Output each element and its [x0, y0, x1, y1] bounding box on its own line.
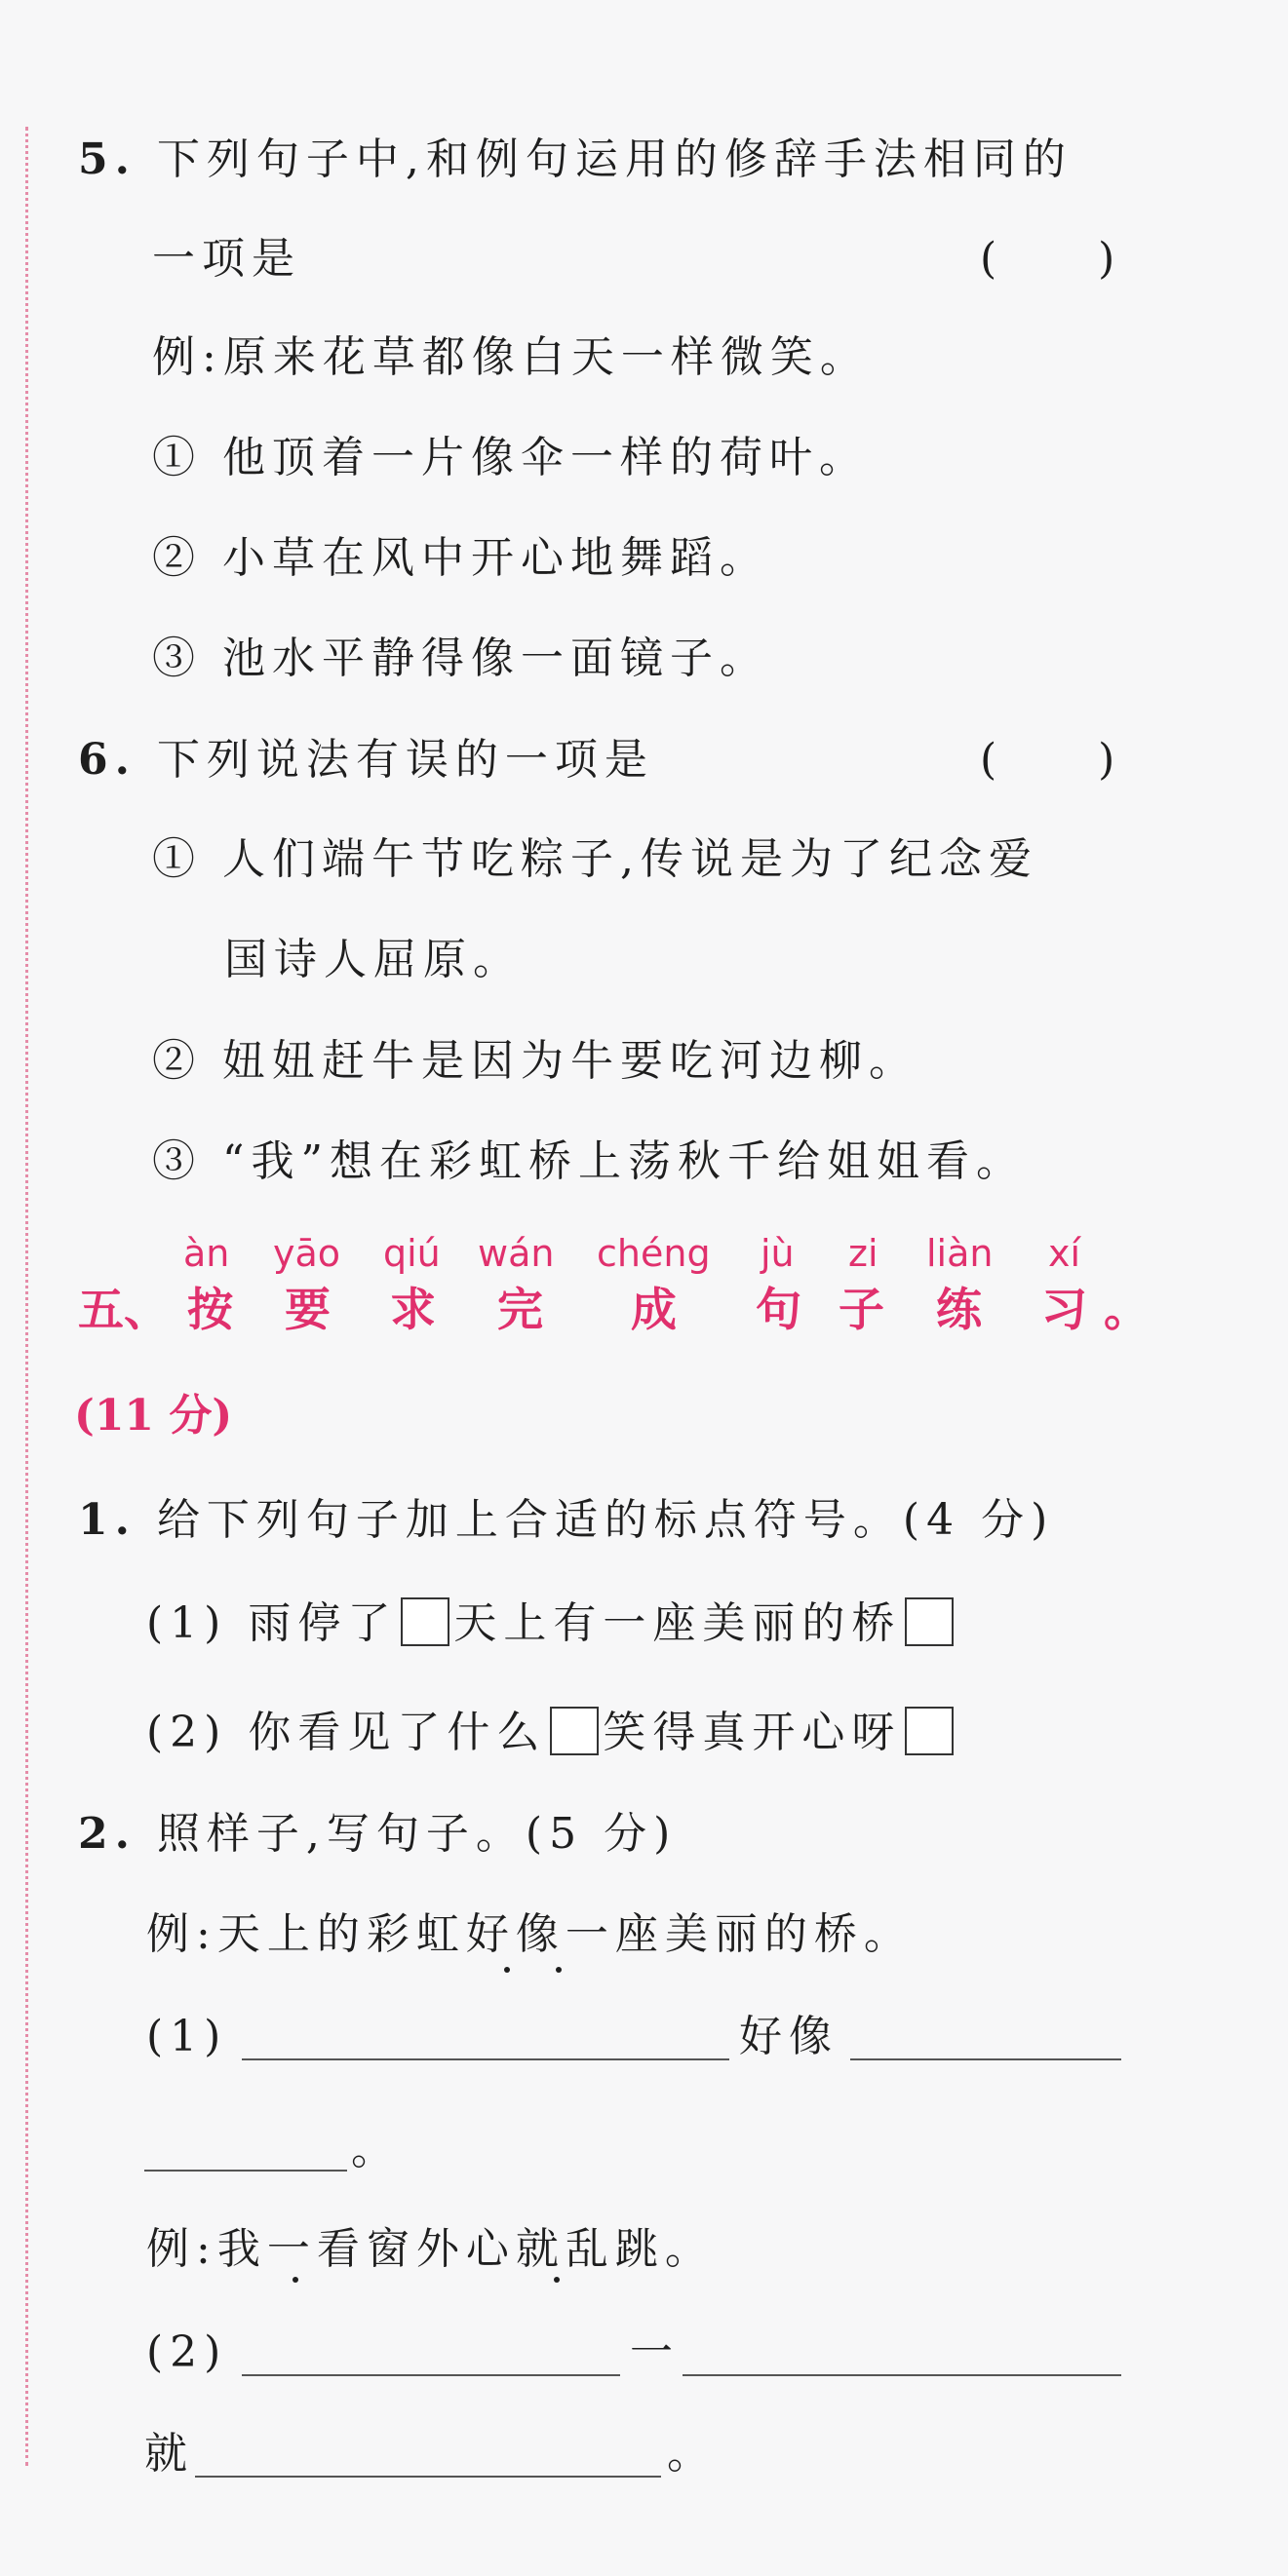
s5q1-number: 1.: [78, 1495, 137, 1545]
punctuation-box[interactable]: [550, 1707, 599, 1755]
s5q1-stem-text: 给下列句子加上合适的标点符号。(4 分): [156, 1495, 1055, 1545]
emphasis-dot: [293, 2277, 298, 2283]
section5-end-mark: 。: [1104, 1284, 1150, 1337]
answer-blank[interactable]: [242, 2058, 729, 2060]
pinyin-zi: zi: [848, 1232, 878, 1275]
hanzi-an: 按: [187, 1284, 233, 1337]
q5-paren-open: (: [980, 234, 997, 284]
pinyin-wan: wán: [478, 1232, 555, 1275]
s5q2-item1-end: 。: [351, 2125, 401, 2174]
s5q2-stem-line: [78, 1805, 677, 1864]
answer-blank[interactable]: [242, 2374, 620, 2376]
q6-stem-line: [78, 731, 654, 789]
punctuation-box[interactable]: [401, 1597, 449, 1646]
hanzi-qiu: 求: [390, 1284, 436, 1337]
s5q1-stem-line: [78, 1491, 1054, 1550]
q6-paren-open: (: [980, 735, 997, 785]
s5q1-item2-text2: 笑得真开心呀: [603, 1708, 902, 1757]
q6-option-1-line2: 国诗人屈原。: [224, 935, 523, 984]
q5-option-3: ③ 池水平静得像一面镜子。: [152, 634, 769, 683]
q6-option-1-line1: ① 人们端午节吃粽子,传说是为了纪念爱: [152, 834, 1038, 884]
pinyin-qiu: qiú: [383, 1232, 441, 1275]
punctuation-box[interactable]: [905, 1597, 954, 1646]
answer-blank[interactable]: [144, 2170, 347, 2172]
margin-dotted-line: [25, 127, 28, 2466]
q5-stem-line2: 一项是: [152, 234, 301, 284]
answer-blank[interactable]: [683, 2374, 1121, 2376]
s5q1-item1-text2: 天上有一座美丽的桥: [453, 1598, 902, 1648]
s5q1-item2: [146, 1704, 957, 1762]
q6-number: 6.: [78, 735, 137, 785]
pinyin-lian: liàn: [926, 1232, 994, 1275]
emphasis-dot: [504, 1967, 510, 1973]
punctuation-box[interactable]: [905, 1707, 954, 1755]
q5-stem-line1: [78, 131, 1073, 189]
s5q2-example2: 例:我一看窗外心就乱跳。: [146, 2224, 715, 2274]
emphasis-dot: [556, 1967, 562, 1973]
section5-score: (11 分): [74, 1391, 233, 1441]
hanzi-zi: 子: [839, 1284, 884, 1337]
q6-option-3: ③ “我”想在彩虹桥上荡秋千给姐姐看。: [152, 1136, 1026, 1186]
q5-answer-paren[interactable]: [980, 230, 1114, 288]
s5q2-item1-word: 好像: [739, 2012, 839, 2061]
hanzi-xi: 习: [1041, 1284, 1087, 1337]
s5q2-item2-cont: 就: [144, 2429, 194, 2479]
hanzi-yao: 要: [285, 1284, 331, 1337]
s5q1-item1: [146, 1595, 957, 1653]
q5-option-2: ② 小草在风中开心地舞蹈。: [152, 533, 769, 583]
pinyin-yao: yāo: [273, 1232, 341, 1275]
s5q2-item2-end: 。: [667, 2429, 717, 2479]
s5q2-example1: 例:天上的彩虹好像一座美丽的桥。: [146, 1909, 914, 1959]
hanzi-cheng: 成: [631, 1284, 677, 1337]
q5-example: 例:原来花草都像白天一样微笑。: [152, 332, 870, 382]
q5-paren-close: ): [1098, 234, 1115, 284]
q6-stem-text: 下列说法有误的一项是: [156, 735, 654, 785]
s5q1-item1-text1: 雨停了: [248, 1598, 398, 1648]
s5q1-item1-label: (1): [146, 1598, 228, 1648]
pinyin-xi: xí: [1048, 1232, 1081, 1275]
hanzi-wan: 完: [497, 1284, 543, 1337]
hanzi-lian: 练: [936, 1284, 982, 1337]
s5q2-item2-word: 一: [630, 2327, 680, 2377]
answer-blank[interactable]: [195, 2476, 661, 2478]
q6-option-2: ② 妞妞赶牛是因为牛要吃河边柳。: [152, 1036, 918, 1086]
q5-stem-text: 下列句子中,和例句运用的修辞手法相同的: [156, 135, 1073, 184]
q5-option-1: ① 他顶着一片像伞一样的荷叶。: [152, 433, 869, 482]
pinyin-ju: jù: [761, 1232, 795, 1275]
s5q1-item2-label: (2): [146, 1708, 228, 1757]
s5q2-item2-label: (2): [146, 2327, 228, 2377]
pinyin-an: àn: [183, 1232, 230, 1275]
section5-prefix: 五、: [78, 1284, 170, 1337]
hanzi-ju: 句: [756, 1284, 801, 1337]
q6-answer-paren[interactable]: [980, 731, 1114, 789]
s5q2-stem-text: 照样子,写句子。(5 分): [156, 1809, 678, 1859]
q6-paren-close: ): [1098, 735, 1115, 785]
q5-number: 5.: [78, 135, 137, 184]
s5q2-number: 2.: [78, 1809, 137, 1859]
s5q1-item2-text1: 你看见了什么: [248, 1708, 547, 1757]
answer-blank[interactable]: [850, 2058, 1121, 2060]
s5q2-item1-label: (1): [146, 2012, 228, 2061]
emphasis-dot: [554, 2277, 560, 2283]
pinyin-cheng: chéng: [597, 1232, 711, 1275]
